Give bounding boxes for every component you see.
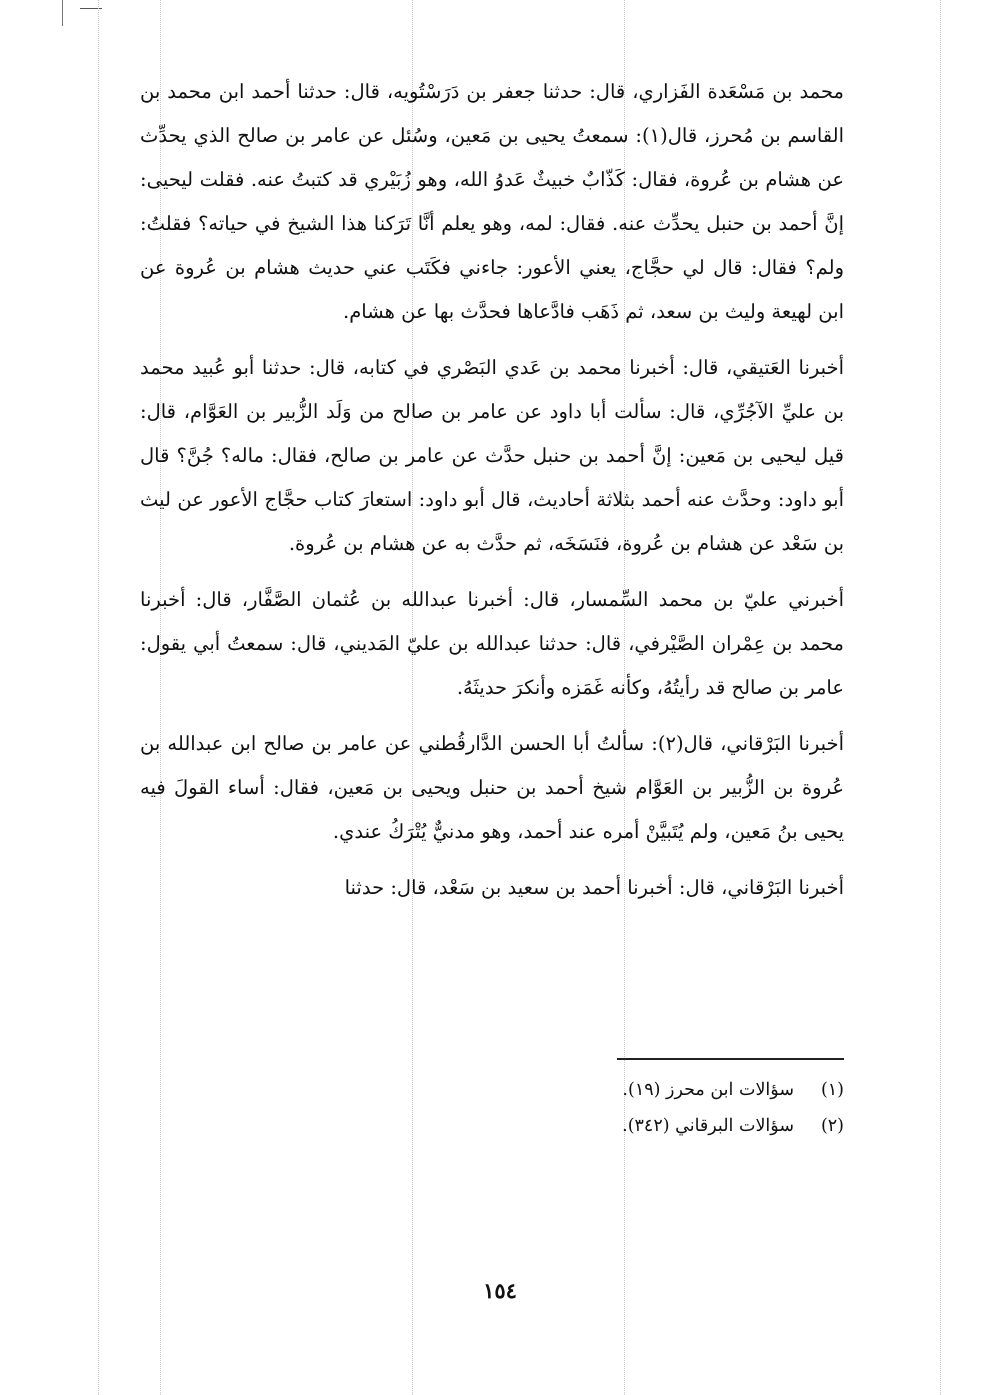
scan-artifact-line xyxy=(98,0,99,1395)
paragraph: محمد بن مَسْعَدة الفَزاري، قال: حدثنا جعفر بن دَرَسْتُويه، قال: حدثنا أحمد ابن محمد بن القاسم بن مُحرز، قال(١): سمعتُ يحيى بن مَعين، وسُئل عن عامر بن صالح الذي يحدِّث عن هشام بن عُروة، فقال: كَذّابٌ خبيثٌ عَدوُ الله، وهو زُبَيْري قد كتبتُ عنه. فقلت ليحيى: إنَّ أحمد بن حنبل يحدِّث عنه. فقال: لمه، وهو يعلم أنَّا تَرَكنا هذا الشيخ في حياته؟ فقلتُ: ولم؟ فقال: قال لي حجَّاج، يعني الأعور: جاءني فكَتَب عني حديث هشام بن عُروة عن ابن لهيعة وليث بن سعد، ثم ذَهَب فادَّعاها فحدَّث بها عن هشام. xyxy=(140,80,845,323)
footnote-number: (٢) xyxy=(820,1116,844,1136)
footnote-number: (١) xyxy=(820,1080,844,1100)
paragraph: أخبرني عليّ بن محمد السِّمسار، قال: أخبرنا عبدالله بن عُثمان الصَّفَّار، قال: أخبرنا محمد بن عِمْران الصَّيْرفي، قال: حدثنا عبدالله بن عليّ المَديني، قال: سمعتُ أبي يقول: عامر بن صالح قد رأيتُهُ، وكأنه غَمَزه وأنكرَ حديثَهُ. xyxy=(140,588,844,699)
paragraph: أخبرنا البَرْقاني، قال(٢): سألتُ أبا الحسن الدَّارقُطني عن عامر بن صالح ابن عبدالله بن عُروة بن الزُّبير بن العَوَّام شيخ أحمد بن حنبل ويحيى بن مَعين، فقال: أساء القولَ فيه يحيى بنُ مَعين، ولم يُتَبيَّنْ أمره عند أحمد، وهو مدنيٌّ يُتْرَكُ عندي. xyxy=(140,732,844,843)
scan-artifact-line xyxy=(940,0,941,1395)
footnote-separator xyxy=(617,1058,844,1060)
main-text-block xyxy=(140,70,844,922)
scan-corner-mark-vertical xyxy=(62,0,63,26)
footnote-text: سؤالات ابن محرز (١٩). xyxy=(622,1080,794,1100)
footnote-text: سؤالات البرقاني (٣٤٢). xyxy=(622,1116,794,1136)
footnotes xyxy=(480,1072,844,1144)
footnote-item xyxy=(480,1072,844,1108)
paragraph: أخبرنا العَتيقي، قال: أخبرنا محمد بن عَدي البَصْري في كتابه، قال: حدثنا أبو عُبيد محمد بن عليِّ الآجُرِّي، قال: سألت أبا داود عن عامر بن صالح من وَلَد الزُّبير بن العَوَّام، قال: قيل ليحيى بن مَعين: إنَّ أحمد بن حنبل حدَّث عن عامر بن صالح، فقال: ماله؟ جُنَّ؟ قال أبو داود: وحدَّث عنه أحمد بثلاثة أحاديث، قال أبو داود: استعارَ كتاب حجَّاج الأعور عن ليث بن سَعْد عن هشام بن عُروة، فنَسَخَه، ثم حدَّث به عن هشام بن عُروة. xyxy=(140,356,844,555)
paragraph: أخبرنا البَرْقاني، قال: أخبرنا أحمد بن سعيد بن سَعْد، قال: حدثنا xyxy=(344,876,844,899)
footnote-item xyxy=(480,1108,844,1144)
page-number: ١٥٤ xyxy=(483,1278,517,1303)
